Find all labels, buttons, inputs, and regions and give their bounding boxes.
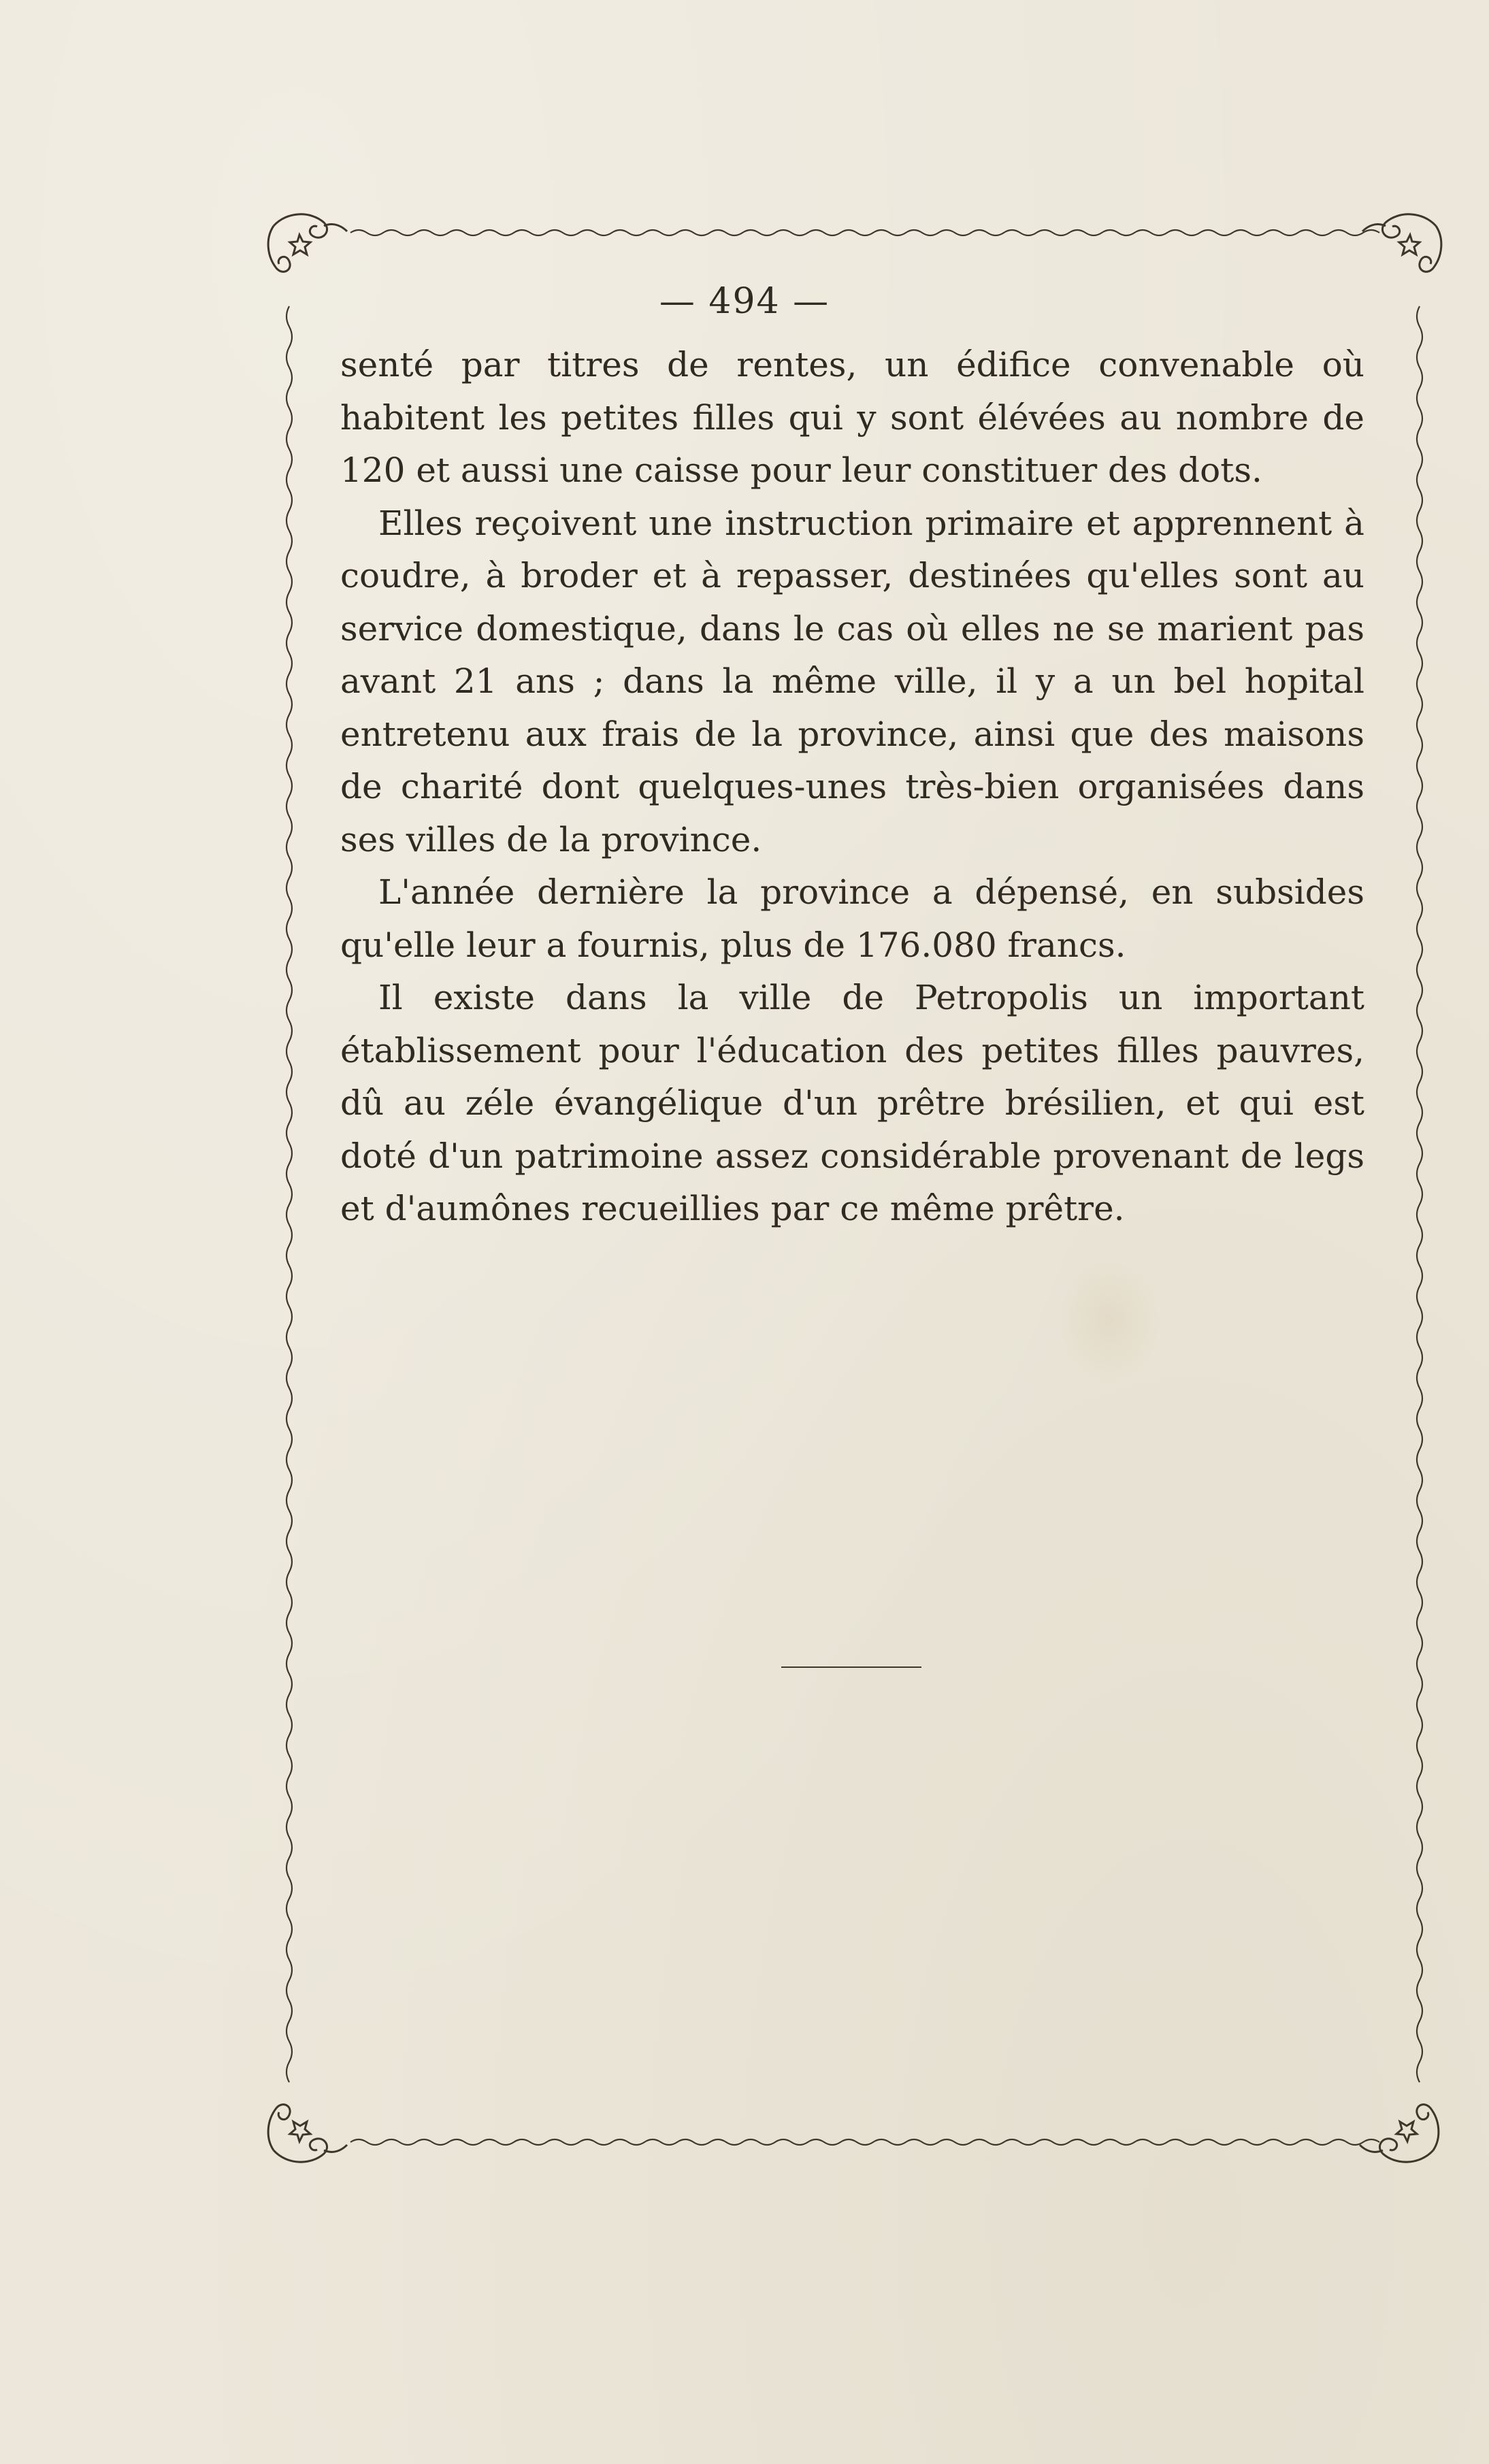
- body-text: [340, 339, 1364, 1236]
- section-separator-rule: [781, 1666, 921, 1668]
- page-number: — 494 —: [659, 281, 830, 322]
- corner-ornament-bottom-left: [268, 2105, 347, 2163]
- bottom-wavy-rule: [350, 2139, 1379, 2145]
- corner-ornament-top-left: [268, 214, 347, 272]
- corner-ornament-bottom-right: [1360, 2105, 1439, 2163]
- right-wavy-rule: [1417, 306, 1422, 2082]
- corner-ornament-top-right: [1362, 214, 1441, 272]
- paragraph-petropolis: Il existe dans la ville de Petropolis un important établissement pour l'éducation des petites filles pauvres, dû au zéle évangélique d'un prêtre brésilien, et qui est doté d'un patrimoine assez considérable provenant de legs et d'aumônes recueillies par ce même prêtre.: [340, 978, 1364, 1228]
- paragraph-instruction: Elles reçoivent une instruction primaire et apprennent à coudre, à broder et à repasser, destinées qu'elles sont au service domestique, dans le cas où elles ne se marient pas avant 21 ans ; dans la même ville, il y a un bel hopital entretenu aux frais de la province, ainsi que des maisons de charité dont quelques-unes très-bien organisées dans ses villes de la province.: [340, 503, 1364, 859]
- left-wavy-rule: [287, 306, 292, 2082]
- paragraph-expenses: L'année dernière la province a dépensé, en subsides qu'elle leur a fournis, plus de 176.080 francs.: [340, 872, 1364, 965]
- top-wavy-rule: [350, 230, 1379, 235]
- paragraph-continuation: senté par titres de rentes, un édifice convenable où habitent les petites filles qui y sont élévées au nombre de 120 et aussi une caisse pour leur constituer des dots.: [340, 345, 1364, 490]
